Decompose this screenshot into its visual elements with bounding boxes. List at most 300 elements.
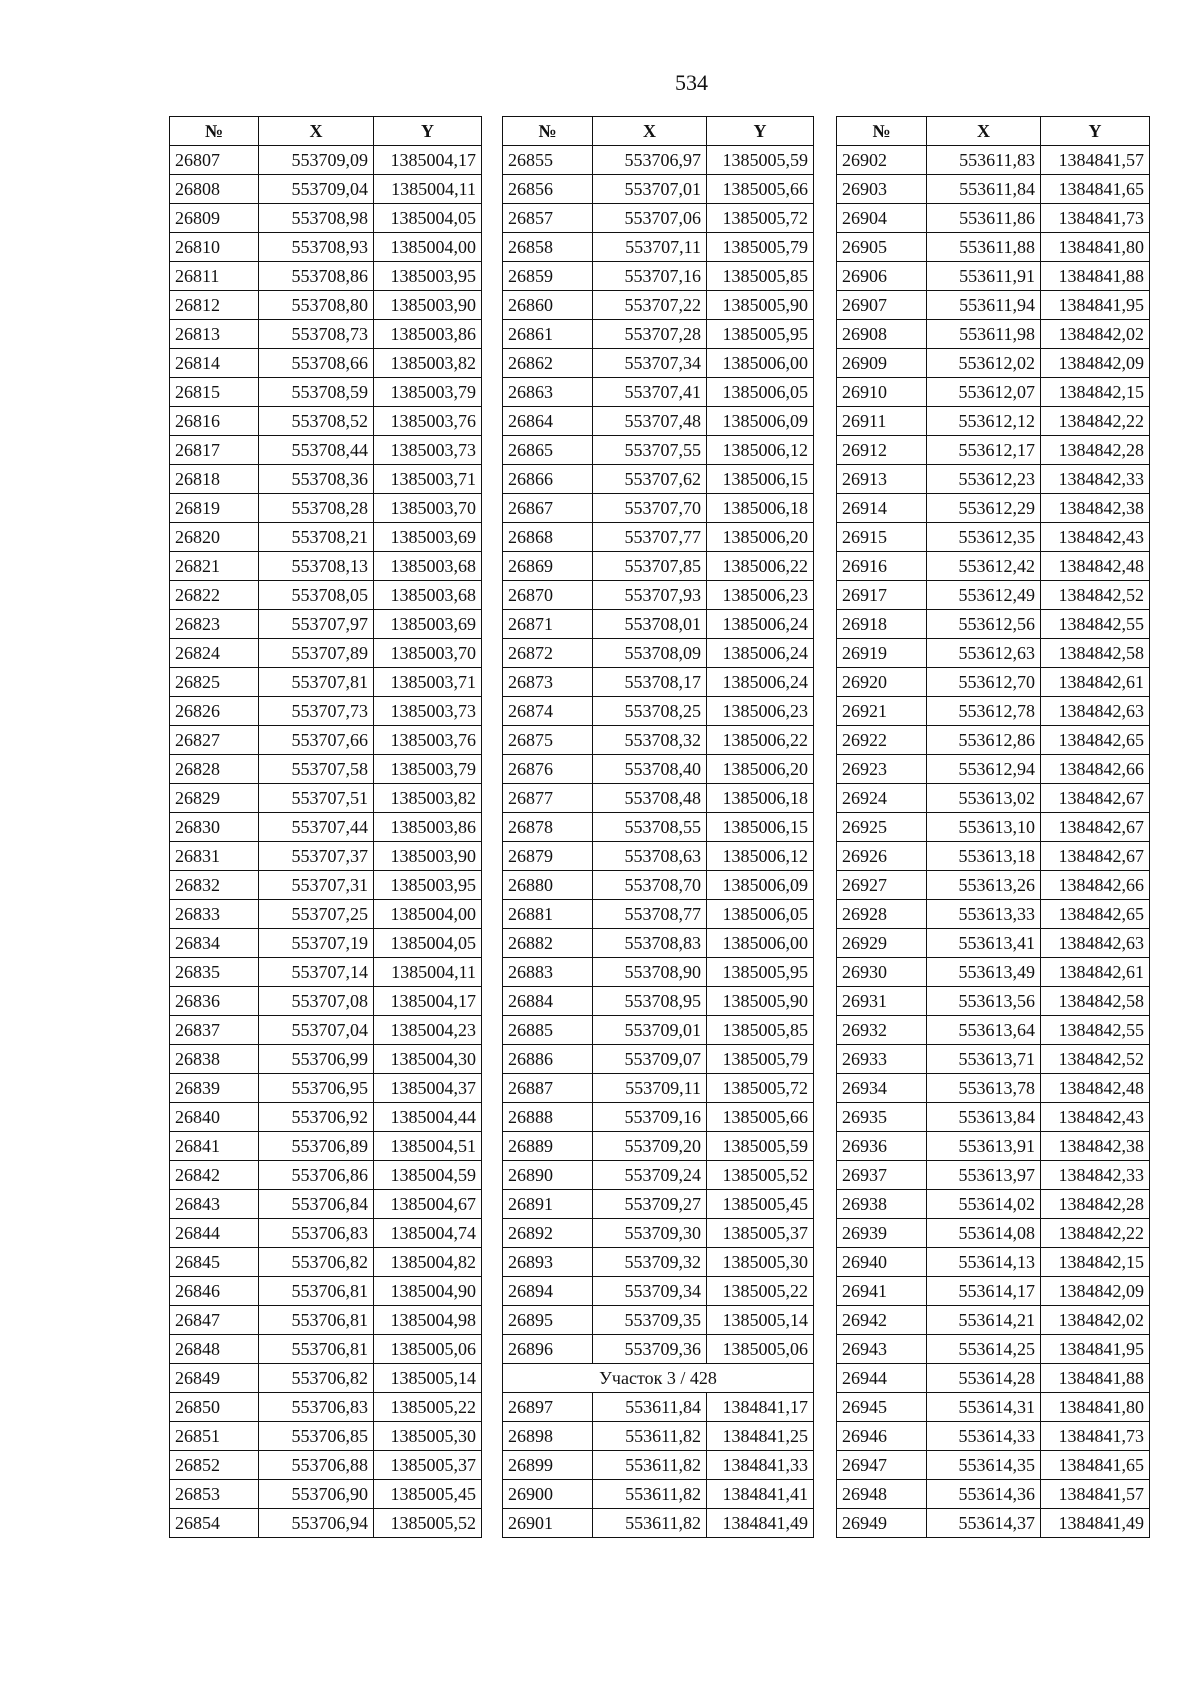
point-number: 26942 (837, 1306, 927, 1335)
table-row (837, 871, 1150, 900)
point-number: 26929 (837, 929, 927, 958)
point-number: 26866 (503, 465, 593, 494)
coord-y: 1385005,79 (707, 233, 814, 262)
point-number: 26823 (170, 610, 259, 639)
point-number: 26811 (170, 262, 259, 291)
coord-x: 553706,99 (259, 1045, 374, 1074)
coord-y: 1384842,48 (1041, 552, 1150, 581)
coord-x: 553611,83 (927, 146, 1041, 175)
coord-x: 553612,12 (927, 407, 1041, 436)
point-number: 26873 (503, 668, 593, 697)
table-row (837, 465, 1150, 494)
coord-x: 553707,93 (593, 581, 707, 610)
table-row (503, 1190, 814, 1219)
point-number: 26837 (170, 1016, 259, 1045)
point-number: 26891 (503, 1190, 593, 1219)
point-number: 26842 (170, 1161, 259, 1190)
coord-y: 1384841,95 (1041, 291, 1150, 320)
coord-y: 1384842,65 (1041, 900, 1150, 929)
coord-x: 553706,81 (259, 1335, 374, 1364)
table-row (170, 262, 482, 291)
coord-x: 553708,17 (593, 668, 707, 697)
coord-y: 1385006,23 (707, 697, 814, 726)
table-row (170, 1103, 482, 1132)
coord-y: 1384841,57 (1041, 1480, 1150, 1509)
coord-x: 553612,49 (927, 581, 1041, 610)
coord-y: 1384842,58 (1041, 987, 1150, 1016)
coord-x: 553707,22 (593, 291, 707, 320)
table-row (837, 1016, 1150, 1045)
table-row (837, 1364, 1150, 1393)
coord-x: 553707,01 (593, 175, 707, 204)
table-row (503, 1016, 814, 1045)
coord-x: 553706,86 (259, 1161, 374, 1190)
coord-y: 1384842,22 (1041, 407, 1150, 436)
table-row (503, 1132, 814, 1161)
point-number: 26894 (503, 1277, 593, 1306)
point-number: 26831 (170, 842, 259, 871)
coord-x: 553706,95 (259, 1074, 374, 1103)
point-number: 26840 (170, 1103, 259, 1132)
point-number: 26922 (837, 726, 927, 755)
coord-x: 553613,56 (927, 987, 1041, 1016)
point-number: 26855 (503, 146, 593, 175)
point-number: 26812 (170, 291, 259, 320)
coord-x: 553707,97 (259, 610, 374, 639)
coord-x: 553708,44 (259, 436, 374, 465)
coord-y: 1385003,95 (374, 871, 482, 900)
coord-x: 553613,91 (927, 1132, 1041, 1161)
coord-x: 553707,06 (593, 204, 707, 233)
coord-x: 553707,89 (259, 639, 374, 668)
coord-x: 553707,73 (259, 697, 374, 726)
table-row (503, 552, 814, 581)
coord-y: 1384841,80 (1041, 1393, 1150, 1422)
table-row (170, 784, 482, 813)
coord-x: 553613,10 (927, 813, 1041, 842)
coord-x: 553709,07 (593, 1045, 707, 1074)
point-number: 26865 (503, 436, 593, 465)
table-row (837, 610, 1150, 639)
table-row (503, 1393, 814, 1422)
table-row (503, 668, 814, 697)
point-number: 26830 (170, 813, 259, 842)
coord-x: 553706,88 (259, 1451, 374, 1480)
coord-y: 1385003,79 (374, 378, 482, 407)
point-number: 26897 (503, 1393, 593, 1422)
coord-x: 553708,55 (593, 813, 707, 842)
point-number: 26949 (837, 1509, 927, 1538)
point-number: 26851 (170, 1422, 259, 1451)
coord-y: 1385003,90 (374, 842, 482, 871)
coord-x: 553708,98 (259, 204, 374, 233)
point-number: 26857 (503, 204, 593, 233)
table-row (170, 958, 482, 987)
header-x: X (593, 117, 707, 146)
table-row (503, 813, 814, 842)
coord-y: 1385006,22 (707, 552, 814, 581)
point-number: 26914 (837, 494, 927, 523)
table-row (837, 1248, 1150, 1277)
coord-x: 553612,86 (927, 726, 1041, 755)
table-row (837, 1306, 1150, 1335)
coord-y: 1385006,00 (707, 929, 814, 958)
coord-x: 553613,64 (927, 1016, 1041, 1045)
header-number: № (837, 117, 927, 146)
table-row (503, 1509, 814, 1538)
coord-x: 553707,44 (259, 813, 374, 842)
coord-y: 1384842,38 (1041, 494, 1150, 523)
point-number: 26872 (503, 639, 593, 668)
table-row (837, 987, 1150, 1016)
point-number: 26871 (503, 610, 593, 639)
table-row (170, 204, 482, 233)
coord-x: 553613,02 (927, 784, 1041, 813)
table-row (503, 929, 814, 958)
header-y: Y (1041, 117, 1150, 146)
table-row (503, 842, 814, 871)
coord-x: 553706,82 (259, 1248, 374, 1277)
coord-y: 1385005,52 (707, 1161, 814, 1190)
point-number: 26817 (170, 436, 259, 465)
coord-x: 553611,91 (927, 262, 1041, 291)
coord-x: 553707,37 (259, 842, 374, 871)
coord-x: 553706,85 (259, 1422, 374, 1451)
coord-x: 553707,34 (593, 349, 707, 378)
point-number: 26943 (837, 1335, 927, 1364)
coord-x: 553613,49 (927, 958, 1041, 987)
point-number: 26909 (837, 349, 927, 378)
table-row (170, 987, 482, 1016)
table-row (503, 407, 814, 436)
header-number: № (170, 117, 259, 146)
coord-x: 553707,48 (593, 407, 707, 436)
coord-x: 553612,42 (927, 552, 1041, 581)
coord-y: 1385006,18 (707, 494, 814, 523)
coord-x: 553707,70 (593, 494, 707, 523)
table-row (837, 1509, 1150, 1538)
coord-x: 553612,56 (927, 610, 1041, 639)
point-number: 26878 (503, 813, 593, 842)
coord-x: 553611,82 (593, 1480, 707, 1509)
table-row (503, 726, 814, 755)
table-row (837, 175, 1150, 204)
coord-y: 1385003,95 (374, 262, 482, 291)
table-row (837, 668, 1150, 697)
coord-x: 553708,21 (259, 523, 374, 552)
coord-y: 1385006,12 (707, 436, 814, 465)
table-row (837, 1132, 1150, 1161)
coord-y: 1385006,05 (707, 900, 814, 929)
coord-y: 1385004,17 (374, 146, 482, 175)
point-number: 26930 (837, 958, 927, 987)
coord-y: 1385005,59 (707, 1132, 814, 1161)
table-row (837, 552, 1150, 581)
point-number: 26918 (837, 610, 927, 639)
coord-x: 553708,25 (593, 697, 707, 726)
point-number: 26860 (503, 291, 593, 320)
coord-x: 553707,19 (259, 929, 374, 958)
table-row (837, 1074, 1150, 1103)
coord-x: 553707,62 (593, 465, 707, 494)
point-number: 26948 (837, 1480, 927, 1509)
table-row (503, 378, 814, 407)
coord-x: 553613,33 (927, 900, 1041, 929)
coord-x: 553707,58 (259, 755, 374, 784)
coord-y: 1385005,30 (707, 1248, 814, 1277)
table-row (837, 581, 1150, 610)
coord-y: 1385005,66 (707, 175, 814, 204)
coord-x: 553707,55 (593, 436, 707, 465)
coord-x: 553708,80 (259, 291, 374, 320)
coord-x: 553708,48 (593, 784, 707, 813)
coord-y: 1384842,09 (1041, 349, 1150, 378)
coord-x: 553709,30 (593, 1219, 707, 1248)
table-row (837, 291, 1150, 320)
coord-y: 1385004,30 (374, 1045, 482, 1074)
coord-x: 553706,94 (259, 1509, 374, 1538)
coord-y: 1384842,55 (1041, 610, 1150, 639)
coord-y: 1385003,76 (374, 726, 482, 755)
coord-y: 1385005,66 (707, 1103, 814, 1132)
coord-x: 553706,83 (259, 1219, 374, 1248)
coord-x: 553611,82 (593, 1451, 707, 1480)
coord-x: 553709,24 (593, 1161, 707, 1190)
point-number: 26848 (170, 1335, 259, 1364)
point-number: 26915 (837, 523, 927, 552)
table-row (170, 610, 482, 639)
table-row (170, 1335, 482, 1364)
coord-y: 1385006,05 (707, 378, 814, 407)
coord-y: 1384842,63 (1041, 929, 1150, 958)
coord-x: 553706,97 (593, 146, 707, 175)
table-row (170, 871, 482, 900)
point-number: 26924 (837, 784, 927, 813)
coord-y: 1385003,76 (374, 407, 482, 436)
point-number: 26888 (503, 1103, 593, 1132)
coord-y: 1385006,23 (707, 581, 814, 610)
page-number: 534 (675, 70, 708, 95)
coord-y: 1384841,17 (707, 1393, 814, 1422)
point-number: 26808 (170, 175, 259, 204)
table-row (170, 552, 482, 581)
table-row (837, 1045, 1150, 1074)
table-row (170, 726, 482, 755)
point-number: 26867 (503, 494, 593, 523)
table-row (170, 581, 482, 610)
coord-y: 1384842,67 (1041, 813, 1150, 842)
coord-y: 1385003,73 (374, 436, 482, 465)
coord-x: 553709,04 (259, 175, 374, 204)
coord-y: 1385005,85 (707, 1016, 814, 1045)
point-number: 26870 (503, 581, 593, 610)
point-number: 26927 (837, 871, 927, 900)
point-number: 26907 (837, 291, 927, 320)
point-number: 26886 (503, 1045, 593, 1074)
point-number: 26854 (170, 1509, 259, 1538)
point-number: 26874 (503, 697, 593, 726)
header-y: Y (374, 117, 482, 146)
table-row (503, 639, 814, 668)
table-row (503, 523, 814, 552)
coord-x: 553709,11 (593, 1074, 707, 1103)
table-row (170, 378, 482, 407)
coord-y: 1385005,72 (707, 204, 814, 233)
coord-x: 553706,90 (259, 1480, 374, 1509)
table-row (503, 987, 814, 1016)
coord-y: 1384841,57 (1041, 146, 1150, 175)
coord-x: 553708,13 (259, 552, 374, 581)
table-row (170, 436, 482, 465)
coord-y: 1385006,20 (707, 755, 814, 784)
point-number: 26839 (170, 1074, 259, 1103)
coord-x: 553614,28 (927, 1364, 1041, 1393)
table-row (837, 1103, 1150, 1132)
table-row (170, 813, 482, 842)
coord-y: 1385004,05 (374, 929, 482, 958)
table-row (170, 407, 482, 436)
point-number: 26822 (170, 581, 259, 610)
coord-y: 1384841,33 (707, 1451, 814, 1480)
table-row (170, 320, 482, 349)
table-row (170, 494, 482, 523)
point-number: 26947 (837, 1451, 927, 1480)
coord-x: 553706,84 (259, 1190, 374, 1219)
table-row (837, 407, 1150, 436)
table-header-row (503, 117, 814, 146)
point-number: 26820 (170, 523, 259, 552)
point-number: 26819 (170, 494, 259, 523)
coord-y: 1385003,68 (374, 581, 482, 610)
coord-y: 1385005,45 (374, 1480, 482, 1509)
table-row (170, 1480, 482, 1509)
coord-y: 1385003,69 (374, 523, 482, 552)
point-number: 26928 (837, 900, 927, 929)
coord-x: 553708,90 (593, 958, 707, 987)
point-number: 26936 (837, 1132, 927, 1161)
coord-x: 553706,92 (259, 1103, 374, 1132)
table-row (170, 175, 482, 204)
point-number: 26887 (503, 1074, 593, 1103)
table-row (503, 1074, 814, 1103)
table-row (837, 233, 1150, 262)
coord-x: 553614,21 (927, 1306, 1041, 1335)
coord-y: 1385005,06 (707, 1335, 814, 1364)
coord-y: 1385005,22 (707, 1277, 814, 1306)
coord-y: 1385005,14 (707, 1306, 814, 1335)
coord-x: 553708,83 (593, 929, 707, 958)
point-number: 26835 (170, 958, 259, 987)
point-number: 26853 (170, 1480, 259, 1509)
coord-x: 553611,82 (593, 1509, 707, 1538)
point-number: 26908 (837, 320, 927, 349)
coord-x: 553611,94 (927, 291, 1041, 320)
point-number: 26906 (837, 262, 927, 291)
coord-y: 1384842,15 (1041, 378, 1150, 407)
coord-x: 553707,66 (259, 726, 374, 755)
point-number: 26893 (503, 1248, 593, 1277)
point-number: 26931 (837, 987, 927, 1016)
point-number: 26863 (503, 378, 593, 407)
coord-y: 1385005,85 (707, 262, 814, 291)
coord-y: 1384841,80 (1041, 233, 1150, 262)
table-row (503, 436, 814, 465)
coord-y: 1384841,65 (1041, 175, 1150, 204)
coord-x: 553614,08 (927, 1219, 1041, 1248)
table-row (837, 1480, 1150, 1509)
coord-y: 1385005,06 (374, 1335, 482, 1364)
coord-y: 1385004,17 (374, 987, 482, 1016)
table-row (837, 204, 1150, 233)
point-number: 26933 (837, 1045, 927, 1074)
table-row (837, 523, 1150, 552)
coord-y: 1384842,33 (1041, 1161, 1150, 1190)
coord-x: 553707,51 (259, 784, 374, 813)
point-number: 26925 (837, 813, 927, 842)
point-number: 26946 (837, 1422, 927, 1451)
point-number: 26895 (503, 1306, 593, 1335)
point-number: 26827 (170, 726, 259, 755)
coord-x: 553708,09 (593, 639, 707, 668)
table-row (837, 1422, 1150, 1451)
coord-y: 1385004,90 (374, 1277, 482, 1306)
table-row (837, 146, 1150, 175)
coord-y: 1385004,37 (374, 1074, 482, 1103)
table-row (170, 146, 482, 175)
table-row (503, 465, 814, 494)
point-number: 26834 (170, 929, 259, 958)
coord-y: 1385006,15 (707, 813, 814, 842)
point-number: 26883 (503, 958, 593, 987)
coord-y: 1385003,69 (374, 610, 482, 639)
point-number: 26832 (170, 871, 259, 900)
point-number: 26882 (503, 929, 593, 958)
coord-x: 553708,05 (259, 581, 374, 610)
point-number: 26903 (837, 175, 927, 204)
coord-y: 1385005,90 (707, 987, 814, 1016)
coord-x: 553614,36 (927, 1480, 1041, 1509)
point-number: 26844 (170, 1219, 259, 1248)
point-number: 26905 (837, 233, 927, 262)
coord-y: 1385004,51 (374, 1132, 482, 1161)
point-number: 26919 (837, 639, 927, 668)
table-row (170, 1219, 482, 1248)
coord-y: 1385006,24 (707, 668, 814, 697)
point-number: 26833 (170, 900, 259, 929)
table-row (170, 1393, 482, 1422)
table-row (170, 233, 482, 262)
table-row (837, 842, 1150, 871)
coord-x: 553612,70 (927, 668, 1041, 697)
coord-y: 1385003,70 (374, 639, 482, 668)
coord-y: 1384841,49 (1041, 1509, 1150, 1538)
coord-y: 1385005,59 (707, 146, 814, 175)
point-number: 26941 (837, 1277, 927, 1306)
table-row (170, 291, 482, 320)
point-number: 26824 (170, 639, 259, 668)
table-row (170, 755, 482, 784)
point-number: 26912 (837, 436, 927, 465)
point-number: 26944 (837, 1364, 927, 1393)
coord-x: 553706,82 (259, 1364, 374, 1393)
coord-y: 1384841,49 (707, 1509, 814, 1538)
table-row (503, 175, 814, 204)
coord-y: 1385006,09 (707, 871, 814, 900)
coord-x: 553707,81 (259, 668, 374, 697)
header-x: X (259, 117, 374, 146)
point-number: 26879 (503, 842, 593, 871)
point-number: 26932 (837, 1016, 927, 1045)
